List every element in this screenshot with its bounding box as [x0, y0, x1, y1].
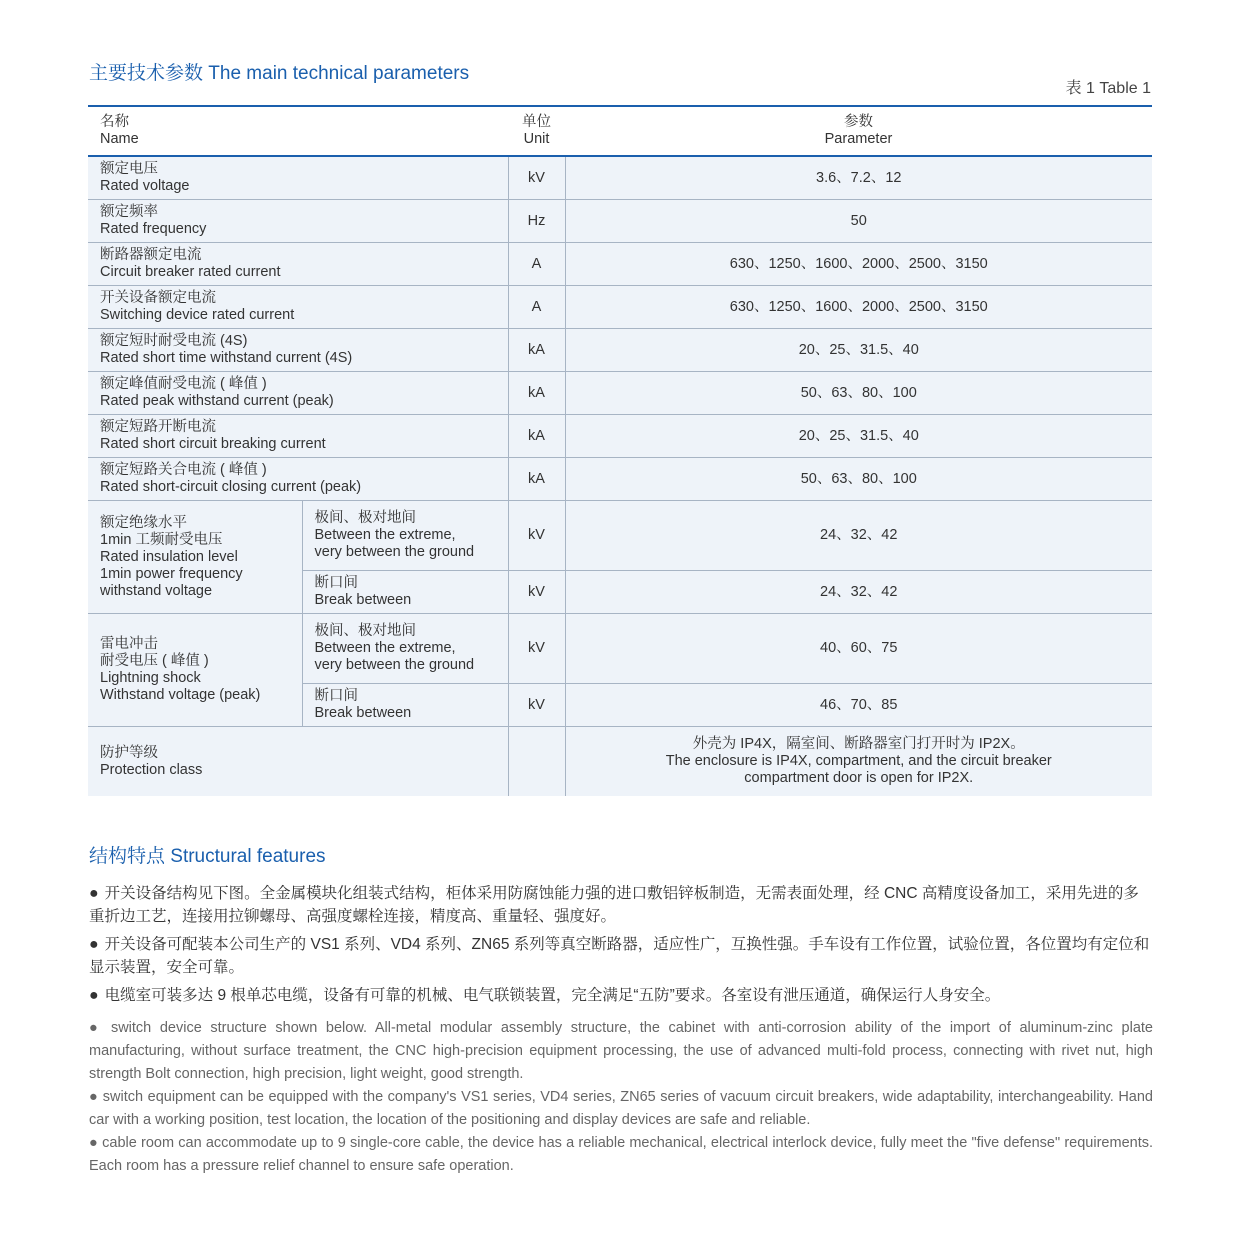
row-name-en: Rated frequency — [100, 221, 207, 237]
row-name — [88, 415, 508, 458]
insulation-name-line: 1min power frequency — [100, 565, 243, 582]
insulation-sub2 — [302, 571, 508, 614]
header-unit-cn: 单位 — [522, 114, 551, 130]
row-value: 3.6、7.2、12 — [565, 156, 1152, 200]
protection-value — [565, 727, 1152, 797]
protection-value-line: The enclosure is IP4X, compartment, and the circuit breaker — [665, 753, 1052, 769]
row-unit: kV — [508, 501, 565, 571]
parameters-table — [88, 105, 1152, 796]
row-name-cn: 额定频率 — [100, 204, 158, 220]
header-param-cn: 参数 — [844, 114, 873, 130]
insulation-row-1 — [88, 501, 1152, 571]
row-name-en: Rated short circuit breaking current — [100, 436, 326, 452]
row-unit: kA — [508, 458, 565, 501]
sub-line: very between the ground — [314, 657, 475, 673]
row-unit: kA — [508, 415, 565, 458]
insulation-name-line: Rated insulation level — [100, 548, 238, 565]
row-unit: kV — [508, 614, 565, 684]
lightning-row-1 — [88, 614, 1152, 684]
row-name — [88, 156, 508, 200]
row-name — [88, 458, 508, 501]
row-name-en: Switching device rated current — [100, 307, 295, 323]
insulation-name-line: 1min 工频耐受电压 — [100, 531, 223, 548]
row-unit: A — [508, 286, 565, 329]
protection-value-line: compartment door is open for IP2X. — [744, 770, 974, 786]
sub-line: Break between — [314, 592, 412, 608]
table-row — [88, 415, 1152, 458]
row-value: 630、1250、1600、2000、2500、3150 — [565, 243, 1152, 286]
row-name-cn: 开关设备额定电流 — [100, 290, 216, 306]
row-name-en: Rated short-circuit closing current (peak) — [100, 479, 362, 495]
row-name — [88, 243, 508, 286]
section-title-features: 结构特点 Structural features — [89, 846, 326, 867]
features-en-list — [89, 1017, 1153, 1178]
header-name-cn: 名称 — [100, 114, 129, 130]
feature-cn-text: 电缆室可装多达 9 根单芯电缆，设备有可靠的机械、电气联锁装置，完全满足“五防”要求。各室设有泄压通道，确保运行人身安全。 — [104, 987, 1001, 1004]
table-label: 表 1 Table 1 — [1065, 80, 1151, 97]
row-name-cn: 额定短路开断电流 — [100, 419, 216, 435]
lightning-name — [88, 614, 302, 727]
insulation-name-line: 额定绝缘水平 — [100, 514, 187, 531]
lightning-name-line: 耐受电压 ( 峰值 ) — [100, 653, 209, 669]
lightning-sub1 — [302, 614, 508, 684]
row-name-cn: 额定短时耐受电流 (4S) — [100, 333, 248, 349]
row-value: 24、32、42 — [565, 571, 1152, 614]
table-header — [88, 106, 1152, 156]
row-unit: A — [508, 243, 565, 286]
table-row — [88, 329, 1152, 372]
header-unit-en: Unit — [523, 131, 550, 147]
feature-cn-item — [89, 933, 1153, 979]
row-unit: kA — [508, 372, 565, 415]
row-unit: kA — [508, 329, 565, 372]
bullet-icon: ● — [89, 885, 99, 902]
section-title-parameters: 主要技术参数 The main technical parameters — [89, 63, 470, 84]
sub-line: 断口间 — [314, 688, 358, 704]
protection-name-cn: 防护等级 — [100, 744, 158, 761]
sub-line: very between the ground — [314, 544, 475, 560]
protection-row — [88, 727, 1152, 797]
feature-cn-item — [89, 984, 1153, 1007]
table-row — [88, 286, 1152, 329]
row-name-cn: 断路器额定电流 — [100, 247, 202, 263]
row-value: 630、1250、1600、2000、2500、3150 — [565, 286, 1152, 329]
header-name-en: Name — [100, 131, 139, 147]
insulation-sub1 — [302, 501, 508, 571]
lightning-sub2 — [302, 684, 508, 727]
sub-line: 断口间 — [314, 575, 358, 591]
feature-en-item: ● switch equipment can be equipped with the company's VS1 series, VD4 series, ZN65 series of vacuum circuit breakers, wide adaptability, interchangeability. Hand car with a working position, test location, the location of the positioning and display devices are safe and reliable. — [89, 1089, 1153, 1128]
row-value: 50、63、80、100 — [565, 372, 1152, 415]
features-cn-list — [89, 882, 1153, 1012]
feature-cn-text: 开关设备可配装本公司生产的 VS1 系列、VD4 系列、ZN65 系列等真空断路器，适应性广，互换性强。手车设有工作位置，试验位置，各位置均有定位和显示装置，安全可靠。 — [89, 936, 1150, 976]
row-unit — [508, 727, 565, 797]
row-name — [88, 286, 508, 329]
table-row — [88, 243, 1152, 286]
sub-line: Between the extreme, — [314, 640, 456, 656]
lightning-name-line: 雷电冲击 — [100, 636, 158, 652]
bullet-icon: ● — [89, 936, 99, 953]
feature-cn-text: 开关设备结构见下图。全金属模块化组装式结构，柜体采用防腐蚀能力强的进口敷铝锌板制造，无需表面处理，经 CNC 高精度设备加工，采用先进的多重折边工艺，连接用拉铆螺母、高强度螺栓连接，精度高、重量轻、强度好。 — [89, 885, 1139, 925]
header-unit — [508, 106, 565, 156]
sub-line: 极间、极对地间 — [314, 510, 416, 526]
row-name-en: Circuit breaker rated current — [100, 264, 281, 280]
row-name-cn: 额定峰值耐受电流 ( 峰值 ) — [100, 376, 267, 392]
lightning-name-line: Withstand voltage (peak) — [100, 687, 261, 703]
row-name-en: Rated short time withstand current (4S) — [100, 350, 353, 366]
table-row — [88, 372, 1152, 415]
row-unit: Hz — [508, 200, 565, 243]
row-name-en: Rated voltage — [100, 178, 190, 194]
sub-line: 极间、极对地间 — [314, 623, 416, 639]
header-name — [88, 106, 508, 156]
sub-line: Between the extreme, — [314, 527, 456, 543]
sub-line: Break between — [314, 705, 412, 721]
row-value: 20、25、31.5、40 — [565, 329, 1152, 372]
row-unit: kV — [508, 156, 565, 200]
row-name-cn: 额定短路关合电流 ( 峰值 ) — [100, 462, 267, 478]
row-value: 20、25、31.5、40 — [565, 415, 1152, 458]
row-unit: kV — [508, 571, 565, 614]
row-name — [88, 200, 508, 243]
feature-en-item: ● cable room can accommodate up to 9 single-core cable, the device has a reliable mechanical, electrical interlock device, fully meet the "five defense" requirements. Each room has a pressure relief channel to ensure safe operation. — [89, 1135, 1153, 1174]
row-name — [88, 329, 508, 372]
table-row — [88, 200, 1152, 243]
table-row — [88, 156, 1152, 200]
row-value: 24、32、42 — [565, 501, 1152, 571]
protection-name — [88, 727, 508, 797]
row-value: 50、63、80、100 — [565, 458, 1152, 501]
feature-cn-item — [89, 882, 1153, 928]
row-name — [88, 372, 508, 415]
insulation-name — [88, 501, 302, 614]
row-value: 40、60、75 — [565, 614, 1152, 684]
row-name-cn: 额定电压 — [100, 161, 158, 177]
row-unit: kV — [508, 684, 565, 727]
protection-value-line: 外壳为 IP4X，隔室间、断路器室门打开时为 IP2X。 — [692, 736, 1025, 752]
bullet-icon: ● — [89, 987, 99, 1004]
header-parameter — [565, 106, 1152, 156]
lightning-name-line: Lightning shock — [100, 670, 201, 686]
table-row — [88, 458, 1152, 501]
row-value: 50 — [565, 200, 1152, 243]
insulation-name-line: withstand voltage — [100, 582, 213, 599]
protection-name-en: Protection class — [100, 761, 203, 778]
row-name-en: Rated peak withstand current (peak) — [100, 393, 334, 409]
feature-en-item: ● switch device structure shown below. All-metal modular assembly structure, the cabinet with anti-corrosion ability of the import of aluminum-zinc plate manufacturing, without surface treatment, the CNC high-precision equipment processing, the use of advanced multi-fold process, connecting with rivet nut, high strength Bolt connection, high precision, light weight, good strength. — [89, 1020, 1153, 1082]
row-value: 46、70、85 — [565, 684, 1152, 727]
header-param-en: Parameter — [824, 131, 893, 147]
